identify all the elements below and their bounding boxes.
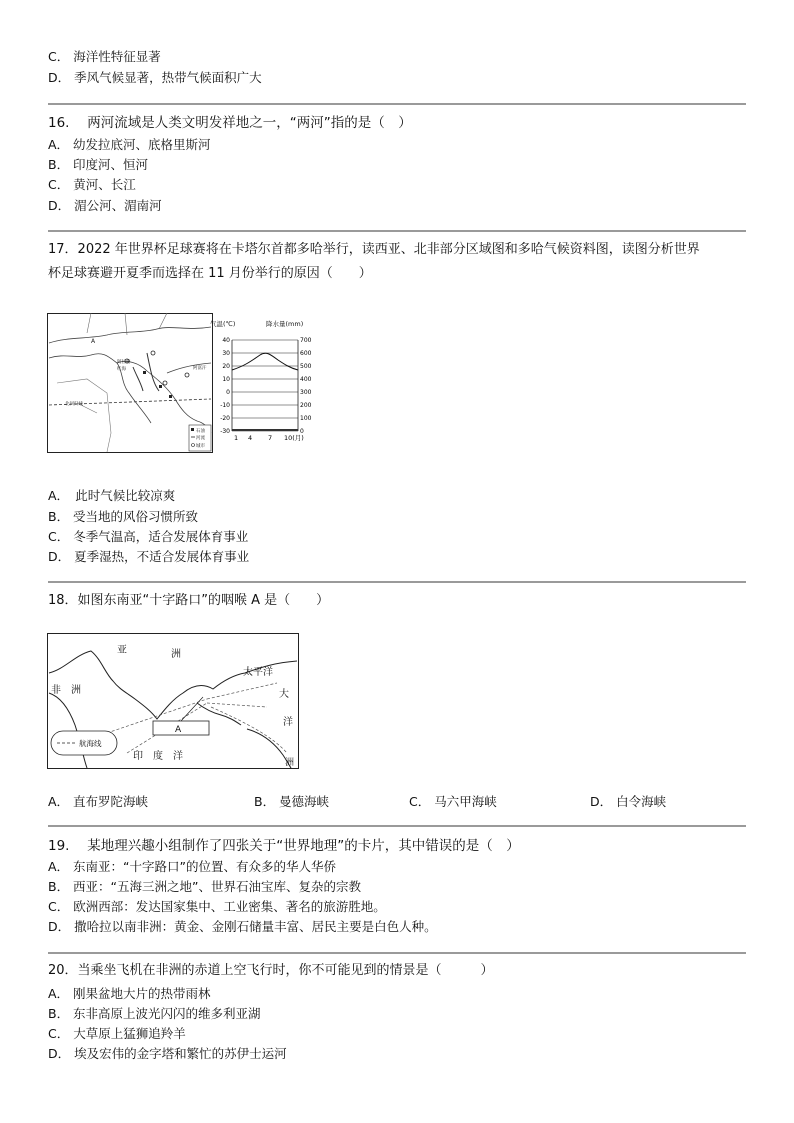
q18-stem: 18．如图东南亚“十字路口”的咽喉 A 是（ ）	[48, 593, 330, 608]
month-tick-label: 10(月)	[284, 434, 304, 442]
q17-stem-line2: 杯足球赛避开夏季而选择在 11 月份举行的原因（ ）	[48, 266, 372, 281]
q18-option-a: A． 直布罗陀海峡	[48, 794, 149, 809]
temp-tick-label: -20	[220, 415, 230, 422]
q17-option-a: A． 此时气候比较凉爽	[48, 488, 176, 503]
precip-tick-label: 600	[300, 350, 312, 357]
q15-option-c: C． 海洋性特征显著	[48, 49, 161, 64]
precip-tick-label: 0	[300, 428, 304, 435]
divider	[48, 952, 746, 954]
q19-option-d: D． 撒哈拉以南非洲：黄金、金刚石储量丰富、居民主要是白色人种。	[48, 919, 437, 934]
map-tropic-label: 北回归线	[65, 402, 83, 407]
q17-option-d: D． 夏季湿热，不适合发展体育事业	[48, 549, 250, 564]
q18-option-c: C． 马六甲海峡	[409, 794, 497, 809]
q20-option-a: A． 刚果盆地大片的热带雨林	[48, 986, 211, 1001]
precip-tick-label: 700	[300, 337, 312, 344]
q15-option-d: D． 季风气候显著，热带气候面积广大	[48, 70, 262, 85]
temp-tick-label: 20	[222, 363, 230, 370]
precip-tick-label: 300	[300, 389, 312, 396]
west-asia-north-africa-map	[47, 313, 213, 453]
q18-option-b: B． 曼德海峡	[254, 794, 330, 809]
temp-tick-label: -30	[220, 428, 230, 435]
q20-option-d: D． 埃及宏伟的金字塔和繁忙的苏伊士运河	[48, 1046, 287, 1061]
temp-tick-label: 10	[222, 376, 230, 383]
map-legend-city: 城市	[196, 444, 205, 449]
divider	[48, 825, 746, 827]
month-tick-label: 1	[234, 434, 239, 442]
temp-tick-label: 40	[222, 337, 230, 344]
q19-option-b: B． 西亚：“五海三洲之地”、世界石油宝库、复杂的宗教	[48, 879, 362, 894]
map-indian-ocean: 印 度 洋	[133, 751, 183, 762]
southeast-asia-map	[47, 633, 299, 769]
temp-tick-label: -10	[220, 402, 230, 409]
month-tick-label: 4	[248, 434, 253, 442]
divider	[48, 230, 746, 232]
divider	[48, 581, 746, 583]
q19-option-c: C． 欧洲西部：发达国家集中、工业密集、著名的旅游胜地。	[48, 899, 386, 914]
map-place-1: 阿拉伯	[117, 360, 131, 365]
map-africa: 非 洲	[51, 685, 81, 696]
map-label-a: A	[91, 338, 96, 345]
divider	[48, 103, 746, 105]
map-zhou: 洲	[285, 758, 295, 768]
temp-axis-title: 气温(℃)	[210, 320, 236, 328]
q20-option-b: B． 东非高原上波光闪闪的维多利亚湖	[48, 1006, 261, 1021]
precip-tick-label: 400	[300, 376, 312, 383]
q16-option-c: C． 黄河、长江	[48, 177, 136, 192]
precip-axis-title: 降水量(mm)	[266, 320, 304, 328]
map-place-3: 阿富汗	[193, 366, 207, 371]
strait-box-a: A	[175, 725, 182, 735]
precip-tick-label: 500	[300, 363, 312, 370]
map-pacific: 太平洋	[243, 667, 273, 678]
q18-options	[0, 792, 794, 810]
doha-climate-chart	[210, 318, 310, 448]
q19-option-a: A． 东南亚：“十字路口”的位置、有众多的华人华侨	[48, 859, 336, 874]
temp-tick-label: 30	[222, 350, 230, 357]
map-asia-1: 亚	[117, 645, 127, 656]
map-da: 大	[279, 689, 289, 700]
q17-option-b: B． 受当地的风俗习惯所致	[48, 509, 199, 524]
map-legend-route: 航海线	[79, 739, 102, 748]
map-place-2: 红海	[117, 367, 126, 372]
temp-tick-label: 0	[226, 389, 230, 396]
precip-tick-label: 200	[300, 402, 312, 409]
q16-option-d: D． 湄公河、湄南河	[48, 198, 162, 213]
q20-option-c: C． 大草原上猛狮追羚羊	[48, 1026, 186, 1041]
map-legend-oil: 石油	[196, 429, 205, 434]
map-asia-2: 洲	[171, 649, 181, 660]
precip-tick-label: 100	[300, 415, 312, 422]
map-yang: 洋	[283, 717, 293, 728]
q16-option-a: A． 幼发拉底河、底格里斯河	[48, 137, 211, 152]
q17-option-c: C． 冬季气温高，适合发展体育事业	[48, 529, 249, 544]
month-tick-label: 7	[268, 434, 273, 442]
q19-stem: 19. 某地理兴趣小组制作了四张关于“世界地理”的卡片，其中错误的是（ ）	[48, 838, 520, 854]
q17-stem-line1: 17．2022 年世界杯足球赛将在卡塔尔首都多哈举行，读西亚、北非部分区域图和多哈气候资料图，读图分析世界	[48, 242, 700, 257]
q16-option-b: B． 印度河、恒河	[48, 157, 149, 172]
q18-option-d: D． 白令海峡	[590, 794, 667, 809]
q16-stem: 16. 两河流域是人类文明发祥地之一，“两河”指的是（ ）	[48, 115, 412, 131]
map-legend-river: 河流	[196, 436, 205, 441]
q20-stem: 20．当乘坐飞机在非洲的赤道上空飞行时，你不可能见到的情景是（ ）	[48, 963, 494, 978]
